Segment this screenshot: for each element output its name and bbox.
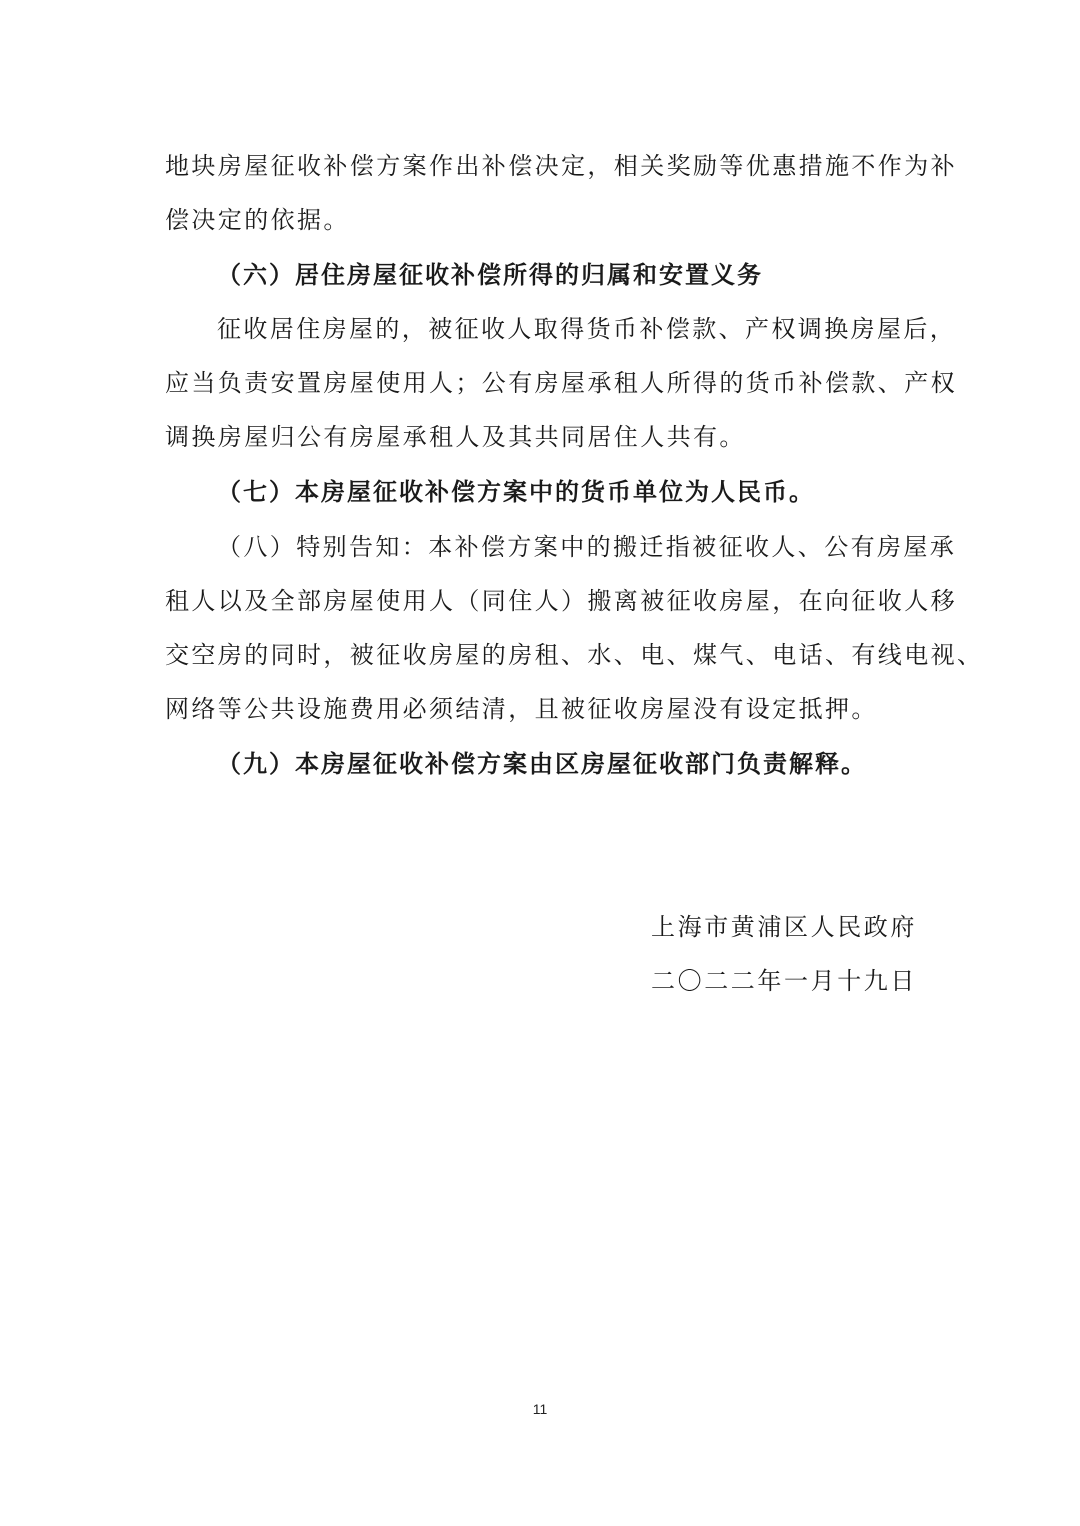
paragraph-line: 租人以及全部房屋使用人（同住人）搬离被征收房屋，在向征收人移 (165, 587, 957, 615)
signature-issuer: 上海市黄浦区人民政府 (651, 913, 917, 941)
paragraph-line: 征收居住房屋的，被征收人取得货币补偿款、产权调换房屋后， (217, 315, 957, 343)
page-number: 11 (532, 1401, 548, 1417)
signature-date: 二〇二二年一月十九日 (651, 967, 917, 995)
paragraph-line: 应当负责安置房屋使用人；公有房屋承租人所得的货币补偿款、产权 (165, 369, 957, 397)
section-heading-six: （六）居住房屋征收补偿所得的归属和安置义务 (217, 260, 763, 289)
paragraph-line: 地块房屋征收补偿方案作出补偿决定，相关奖励等优惠措施不作为补 (165, 152, 957, 180)
paragraph-line: 偿决定的依据。 (165, 206, 350, 234)
section-heading-nine: （九）本房屋征收补偿方案由区房屋征收部门负责解释。 (217, 749, 867, 778)
paragraph-line: 调换房屋归公有房屋承租人及其共同居住人共有。 (165, 423, 746, 451)
section-heading-seven: （七）本房屋征收补偿方案中的货币单位为人民币。 (217, 477, 815, 506)
paragraph-line: 交空房的同时，被征收房屋的房租、水、电、煤气、电话、有线电视、 (165, 641, 984, 669)
paragraph-line: （八）特别告知：本补偿方案中的搬迁指被征收人、公有房屋承 (217, 533, 957, 561)
paragraph-line: 网络等公共设施费用必须结清，且被征收房屋没有设定抵押。 (165, 695, 878, 723)
